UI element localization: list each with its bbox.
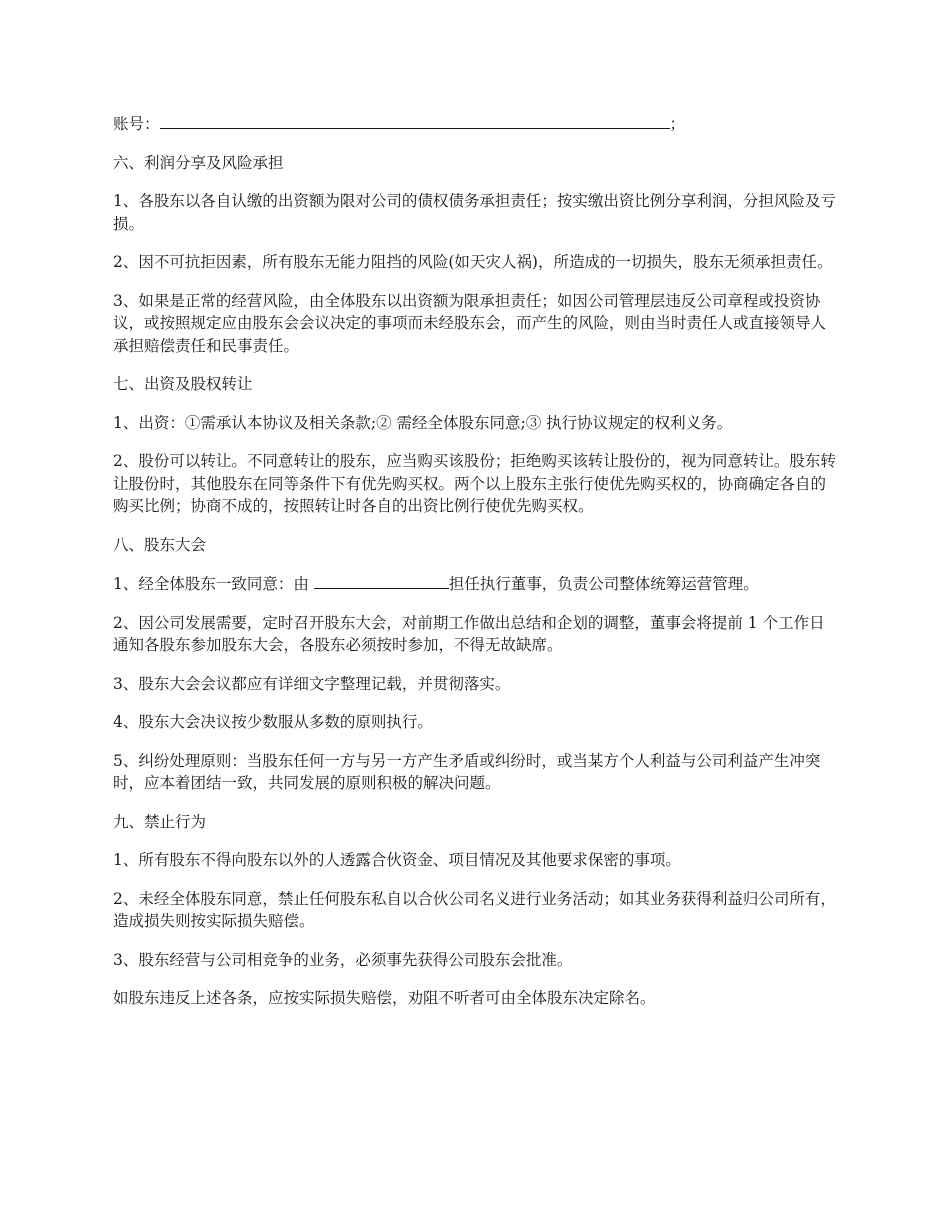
section-6-para-3: 3、如果是正常的经营风险，由全体股东以出资额为限承担责任；如因公司管理层违反公司章程或投资协议，或按照规定应由股东会会议决定的事项而未经股东会，而产生的风险，则由当时责任人或直接领导人承担赔偿责任和民事责任。 (113, 291, 827, 355)
director-blank[interactable] (314, 572, 449, 589)
account-label: 账号： (113, 115, 160, 133)
section-8-title: 八、股东大会 (113, 535, 207, 554)
document-page (113, 112, 838, 1026)
section-9-para-2: 2、未经全体股东同意，禁止任何股东私自以合伙公司名义进行业务活动；如其业务获得利益归公司所有，造成损失则按实际损失赔偿。 (113, 889, 836, 930)
director-suffix: 担任执行董事，负责公司整体统筹运营管理。 (448, 575, 759, 593)
section-9-para-1: 1、所有股东不得向股东以外的人透露合伙资金、项目情况及其他要求保密的事项。 (113, 851, 681, 869)
section-6-title: 六、利润分享及风险承担 (113, 153, 284, 172)
section-8-para-5: 5、纠纷处理原则：当股东任何一方与另一方产生矛盾或纠纷时，或当某方个人利益与公司利益产生冲突时，应本着团结一致，共同发展的原则积极的解决问题。 (113, 751, 821, 792)
section-8-para-4: 4、股东大会决议按少数服从多数的原则执行。 (113, 713, 433, 731)
account-suffix: ； (669, 115, 686, 133)
section-9-para-3: 3、股东经营与公司相竞争的业务，必须事先获得公司股东会批准。 (113, 950, 573, 969)
section-8-para-3: 3、股东大会会议都应有详细文字整理记载，并贯彻落实。 (113, 674, 511, 693)
section-9-closing: 如股东违反上述各条，应按实际损失赔偿，劝阻不听者可由全体股东决定除名。 (113, 989, 656, 1007)
section-6-para-2: 2、因不可抗拒因素，所有股东无能力阻挡的风险(如天灾人祸)，所造成的一切损失，股东无须承担责任。 (113, 253, 833, 271)
account-blank[interactable] (160, 112, 670, 129)
section-9-title: 九、禁止行为 (113, 812, 207, 831)
section-7-para-2: 2、股份可以转让。不同意转让的股东，应当购买该股份；拒绝购买该转让股份的，视为同意转让。股东转让股份时，其他股东在同等条件下有优先购买权。两个以上股东主张行使优先购买权的，协商确定各自的购买比例；协商不成的，按照转让时各自的出资比例行使优先购买权。 (113, 452, 836, 515)
section-7-title: 七、出资及股权转让 (113, 375, 253, 393)
director-prefix: 1、经全体股东一致同意：由 (113, 575, 314, 593)
section-8-para-2: 2、因公司发展需要，定时召开股东大会，对前期工作做出总结和企划的调整，董事会将提前 1 个工作日通知各股东参加股东大会，各股东必须按时参加，不得无故缺席。 (113, 613, 825, 654)
section-8-para-1 (113, 572, 838, 596)
section-7-para-1: 1、出资：①需承认本协议及相关条款;② 需经全体股东同意;③ 执行协议规定的权利义务。 (113, 413, 733, 432)
account-line (113, 112, 838, 136)
section-6-para-1: 1、各股东以各自认缴的出资额为限对公司的债权债务承担责任；按实缴出资比例分享利润，分担风险及亏损。 (113, 192, 836, 233)
